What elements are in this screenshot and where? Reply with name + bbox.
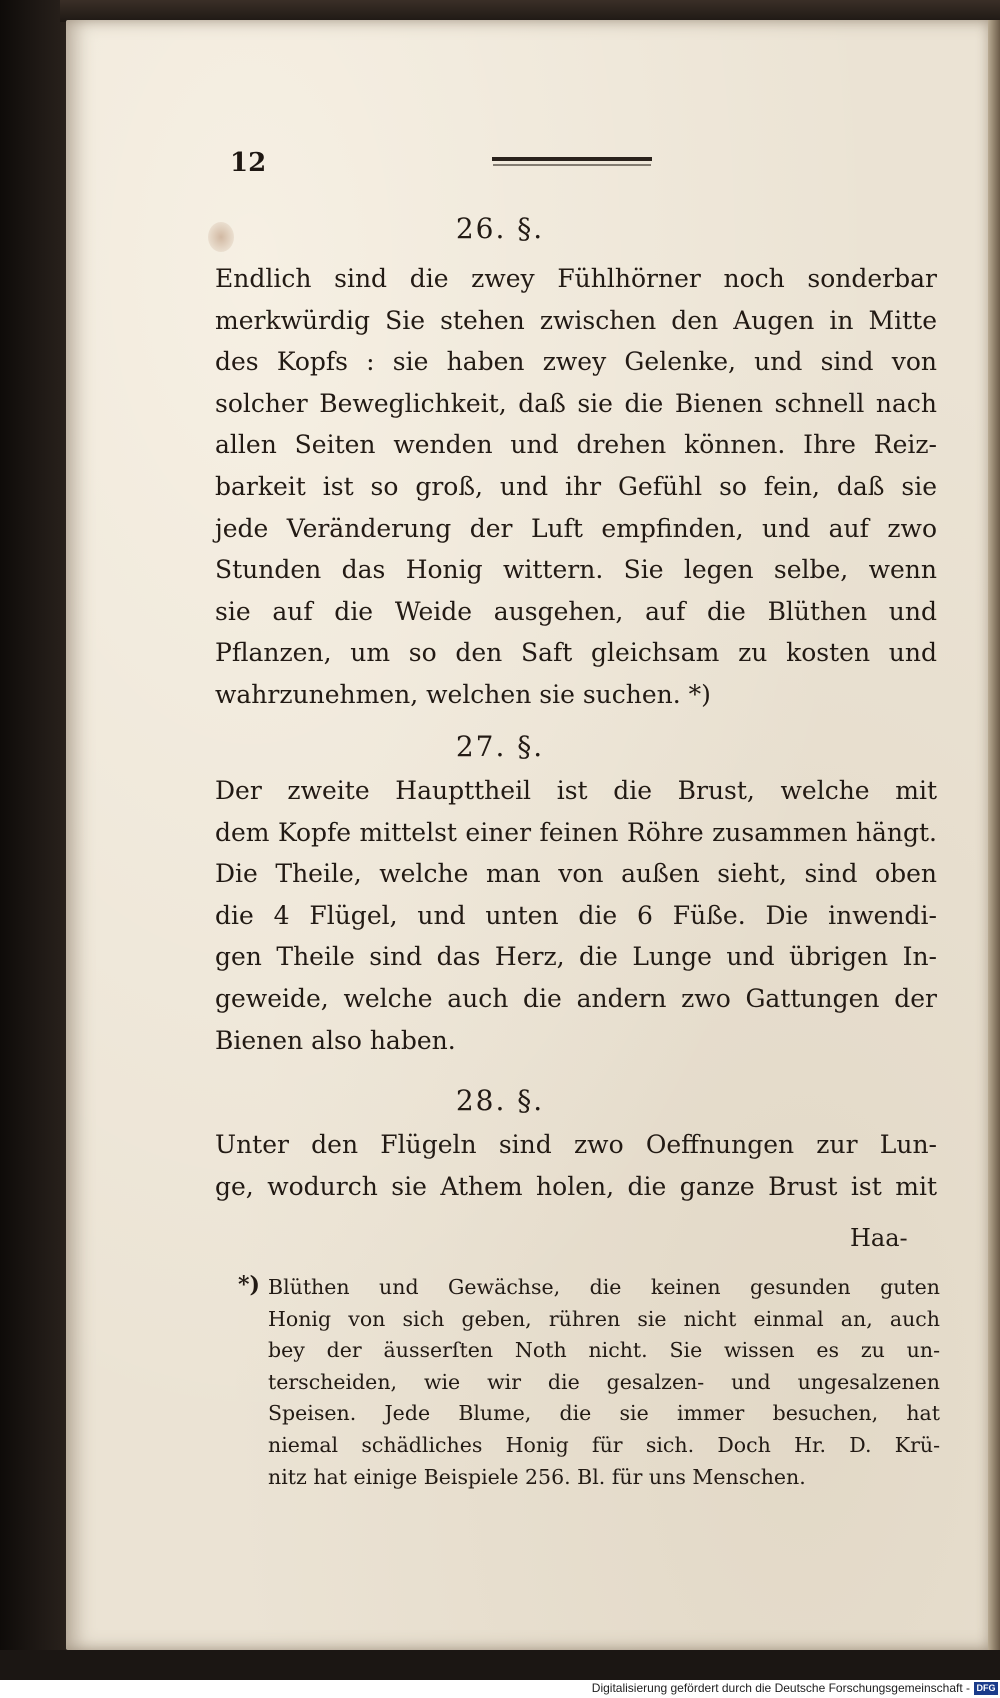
section-heading-28: 28. §. — [455, 1084, 545, 1117]
text-line: wahrzunehmen, welchen sie suchen. *) — [215, 679, 711, 709]
digitization-footer — [0, 1680, 1000, 1698]
footnote-line: niemal schädliches Honig für sich. Doch Hr. D. Krü- — [268, 1432, 940, 1457]
text-line: Die Theile, welche man von außen sieht, sind oben — [215, 859, 937, 889]
footer-credit: Digitalisierung gefördert durch die Deutsche Forschungsgemeinschaft - — [591, 1681, 970, 1695]
text-line: allen Seiten wenden und drehen können. Ihre Reiz- — [215, 430, 937, 460]
footnote — [268, 1272, 940, 1493]
text-line: Endlich sind die zwey Fühlhörner noch sonderbar — [215, 264, 937, 293]
footnote-line: Speisen. Jede Blume, die sie immer besuchen, hat — [268, 1401, 940, 1426]
text-line: sie auf die Weide ausgehen, auf die Blüthen und — [215, 596, 937, 626]
text-line: die 4 Flügel, und unten die 6 Füße. Die inwendi- — [215, 900, 937, 930]
section-heading-26: 26. §. — [455, 212, 545, 245]
section-heading-27: 27. §. — [455, 730, 545, 763]
page-right-edge — [988, 20, 1000, 1650]
paragraph-27 — [215, 770, 937, 1061]
text-line: jede Veränderung der Luft empfinden, und auf zwo — [215, 513, 937, 543]
footnote-marker: *) — [238, 1272, 260, 1298]
text-line: Stunden das Honig wittern. Sie legen selbe, wenn — [215, 555, 937, 585]
paragraph-28 — [215, 1124, 937, 1207]
text-line: dem Kopfe mittelst einer feinen Röhre zusammen hängt. — [215, 817, 937, 847]
text-line: merkwürdig Sie stehen zwischen den Augen in Mitte — [215, 305, 937, 335]
text-line: barkeit ist so groß, und ihr Gefühl so fein, daß sie — [215, 471, 937, 501]
text-line: solcher Beweglichkeit, daß sie die Bienen schnell nach — [215, 388, 937, 418]
footnote-line: Blüthen und Gewächse, die keinen gesunden guten — [268, 1275, 940, 1299]
dfg-logo: DFG — [974, 1682, 998, 1695]
footnote-line: bey der äusserſten Noth nicht. Sie wissen es zu un- — [268, 1338, 940, 1363]
page-top-edge — [60, 0, 1000, 22]
scan-bottom-strip — [0, 1650, 1000, 1680]
page-number: 12 — [230, 148, 267, 178]
catchword: Haa- — [850, 1224, 908, 1252]
text-line: gen Theile sind das Herz, die Lunge und übrigen In- — [215, 942, 937, 972]
text-line: ge, wodurch sie Athem holen, die ganze Brust ist mit — [215, 1171, 937, 1201]
text-line: des Kopfs : sie haben zwey Gelenke, und sind von — [215, 347, 937, 377]
footnote-line: nitz hat einige Beispiele 256. Bl. für uns Menschen. — [268, 1464, 806, 1489]
text-line: geweide, welche auch die andern zwo Gattungen der — [215, 983, 937, 1013]
header-rule — [492, 157, 652, 161]
book-binding — [0, 0, 72, 1698]
text-line: Der zweite Haupttheil ist die Brust, welche mit — [215, 776, 937, 805]
footnote-line: terscheiden, wie wir die gesalzen- und ungesalzenen — [268, 1369, 940, 1394]
text-line: Unter den Flügeln sind zwo Oeffnungen zur Lun- — [215, 1130, 937, 1159]
footnote-line: Honig von sich geben, rühren sie nicht einmal an, auch — [268, 1306, 940, 1331]
text-line: Pflanzen, um so den Saft gleichsam zu kosten und — [215, 638, 937, 668]
text-line: Bienen also haben. — [215, 1025, 456, 1055]
paragraph-26 — [215, 258, 937, 716]
